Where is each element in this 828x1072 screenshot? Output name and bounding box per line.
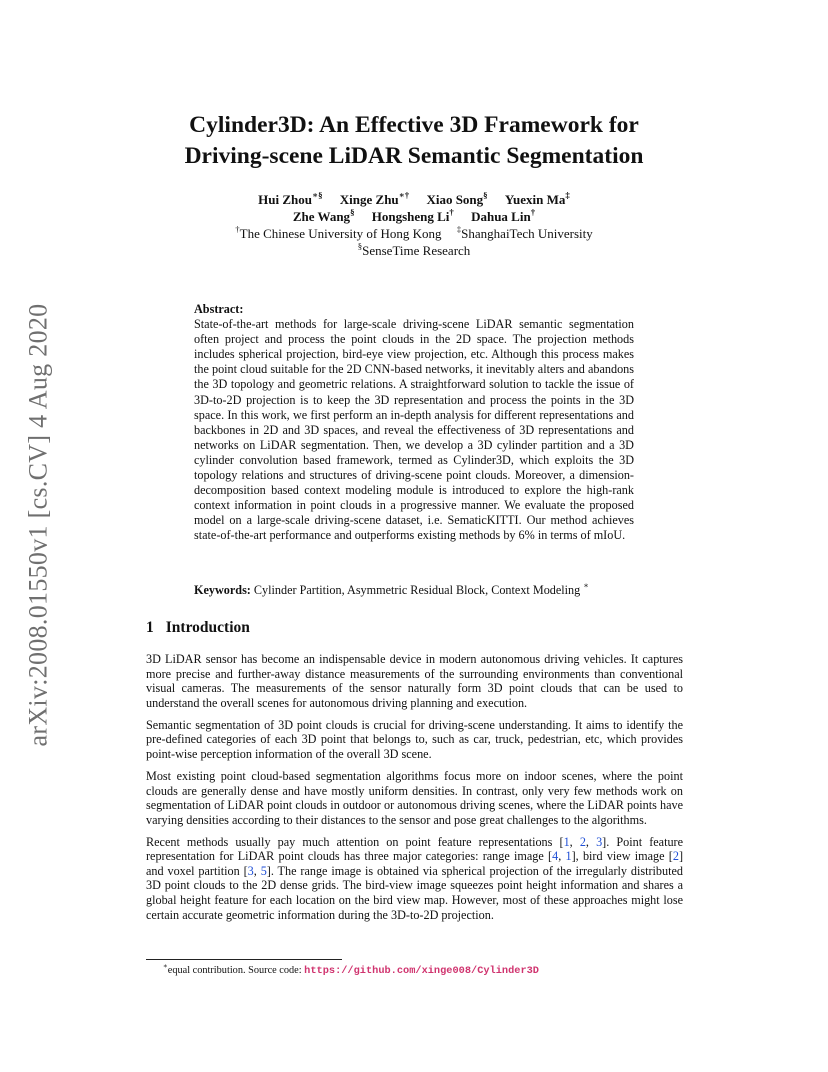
footnote-mark: ∗ <box>163 961 168 970</box>
keywords-text: Cylinder Partition, Asymmetric Residual Block, Context Modeling <box>253 583 581 597</box>
citation-link[interactable]: 4 <box>552 849 559 864</box>
author-name: Xinge Zhu∗† <box>339 189 410 207</box>
affiliation: ‡ShanghaiTech University <box>456 223 593 241</box>
citation-link[interactable]: 3 <box>247 863 254 878</box>
author-name: Zhe Wang§ <box>292 206 355 224</box>
source-code-link[interactable]: https://github.com/xinge008/Cylinder3D <box>304 965 539 977</box>
author-name: Hui Zhou∗§ <box>258 189 323 207</box>
paragraph: Most existing point cloud-based segmentation algorithms focus more on indoor scenes, where the point clouds are generally dense and have mostly uniform densities. In contrast, only very few methods work on segmentation of LiDAR point clouds in outdoor or autonomous driving scenes, where the LiDAR points have varying densities according to their distances to the sensor and pose great challenges to the algorithms. <box>146 768 683 827</box>
paragraph: 3D LiDAR sensor has become an indispensable device in modern autonomous driving vehicles. It captures more precise and further-away distance measurements of the surrounding environments than conventional visual cameras. The measurements of the sensor naturally form 3D point clouds that can be used to understand the overall scenes for autonomous driving planning and execution. <box>146 652 683 710</box>
author-row-1 <box>120 191 708 208</box>
footnote-text: equal contribution. Source code: <box>167 965 305 976</box>
citation-link[interactable]: 2 <box>672 849 679 864</box>
citation-link[interactable]: 3 <box>596 834 603 849</box>
citation-link[interactable]: 1 <box>563 834 570 849</box>
author-name: Dahua Lin† <box>471 206 536 224</box>
abstract-section <box>194 302 634 544</box>
citation-link[interactable]: 2 <box>579 834 586 849</box>
abstract-text: State-of-the-art methods for large-scale driving-scene LiDAR semantic segmentation often project and process the point clouds in the 2D space. The projection methods includes spherical projection, bird-eye view projection, etc. Although this process makes the point cloud suitable for the 2D CNN-based networks, it inevitably alters and abandons the 3D topology and geometric relations. A straightforward solution to tackle the issue of 3D-to-2D projection is to keep the 3D representation and process the points in the 3D space. In this work, we first perform an in-depth analysis for different representations and backbones in 2D and 3D spaces, and reveal the effectiveness of 3D representations and networks on LiDAR segmentation. Then, we develop a 3D cylinder partition and a 3D cylinder convolution based framework, termed as Cylinder3D, which exploits the 3D topology relations and structures of driving-scene point clouds. Moreover, a dimension-decomposition based context modeling module is introduced to explore the high-rank context information in point clouds in a progressive manner. We evaluate the proposed model on a large-scale driving-scene dataset, i.e. SematicKITTI. Our method achieves state-of-the-art performance and outperforms existing methods by 6% in terms of mIoU. <box>194 317 634 543</box>
abstract-heading: Abstract: <box>194 302 244 316</box>
paragraph: Semantic segmentation of 3D point clouds is crucial for driving-scene understanding. It aims to identify the pre-defined categories of each 3D point that belongs to, such as car, truck, pedestrian, etc, which provides point-wise perception information of the overall 3D scene. <box>146 717 683 761</box>
affiliation: †The Chinese University of Hong Kong <box>235 223 442 241</box>
affiliation-row-1 <box>120 225 708 242</box>
author-name: Xiao Song§ <box>426 189 488 207</box>
paper-title <box>100 110 728 172</box>
section-heading <box>146 619 250 637</box>
keywords-line <box>194 583 634 598</box>
arxiv-identifier-stamp <box>23 290 53 760</box>
affiliation-row-2 <box>120 242 708 259</box>
author-block <box>120 191 708 259</box>
citation-link[interactable]: 1 <box>565 849 572 864</box>
introduction-body <box>146 652 683 930</box>
arxiv-identifier: arXiv:2008.01550v1 [cs.CV] 4 Aug 2020 <box>23 303 52 747</box>
title-line-2: Driving-scene LiDAR Semantic Segmentation <box>184 143 644 169</box>
author-name: Hongsheng Li† <box>371 206 454 224</box>
section-number: 1 <box>146 619 154 636</box>
affiliation: §SenseTime Research <box>357 240 471 258</box>
citation-link[interactable]: 5 <box>260 863 267 878</box>
keywords-footnote-mark: ∗ <box>583 581 589 591</box>
author-name: Yuexin Ma‡ <box>504 189 570 207</box>
author-row-2 <box>120 208 708 225</box>
footnote <box>163 961 703 978</box>
section-title: Introduction <box>165 619 250 636</box>
title-line-1: Cylinder3D: An Effective 3D Framework for <box>189 112 639 138</box>
keywords-label: Keywords: <box>194 583 251 597</box>
paragraph: Recent methods usually pay much attention on point feature representations [1, 2, 3]. Point feature representation for LiDAR point clouds has three major categories: range image [4, 1], bird view image [2] and voxel partition [3, 5]. The range image is obtained via spherical projection of the irregularly distributed 3D point clouds to the 2D dense grids. The bird-view image squeezes point height information and shares a global height feature for each location on the bird view map. However, most of these approaches might lose certain accurate geometric information during the 3D-to-2D projection. <box>146 834 684 922</box>
footnote-divider <box>146 959 342 960</box>
